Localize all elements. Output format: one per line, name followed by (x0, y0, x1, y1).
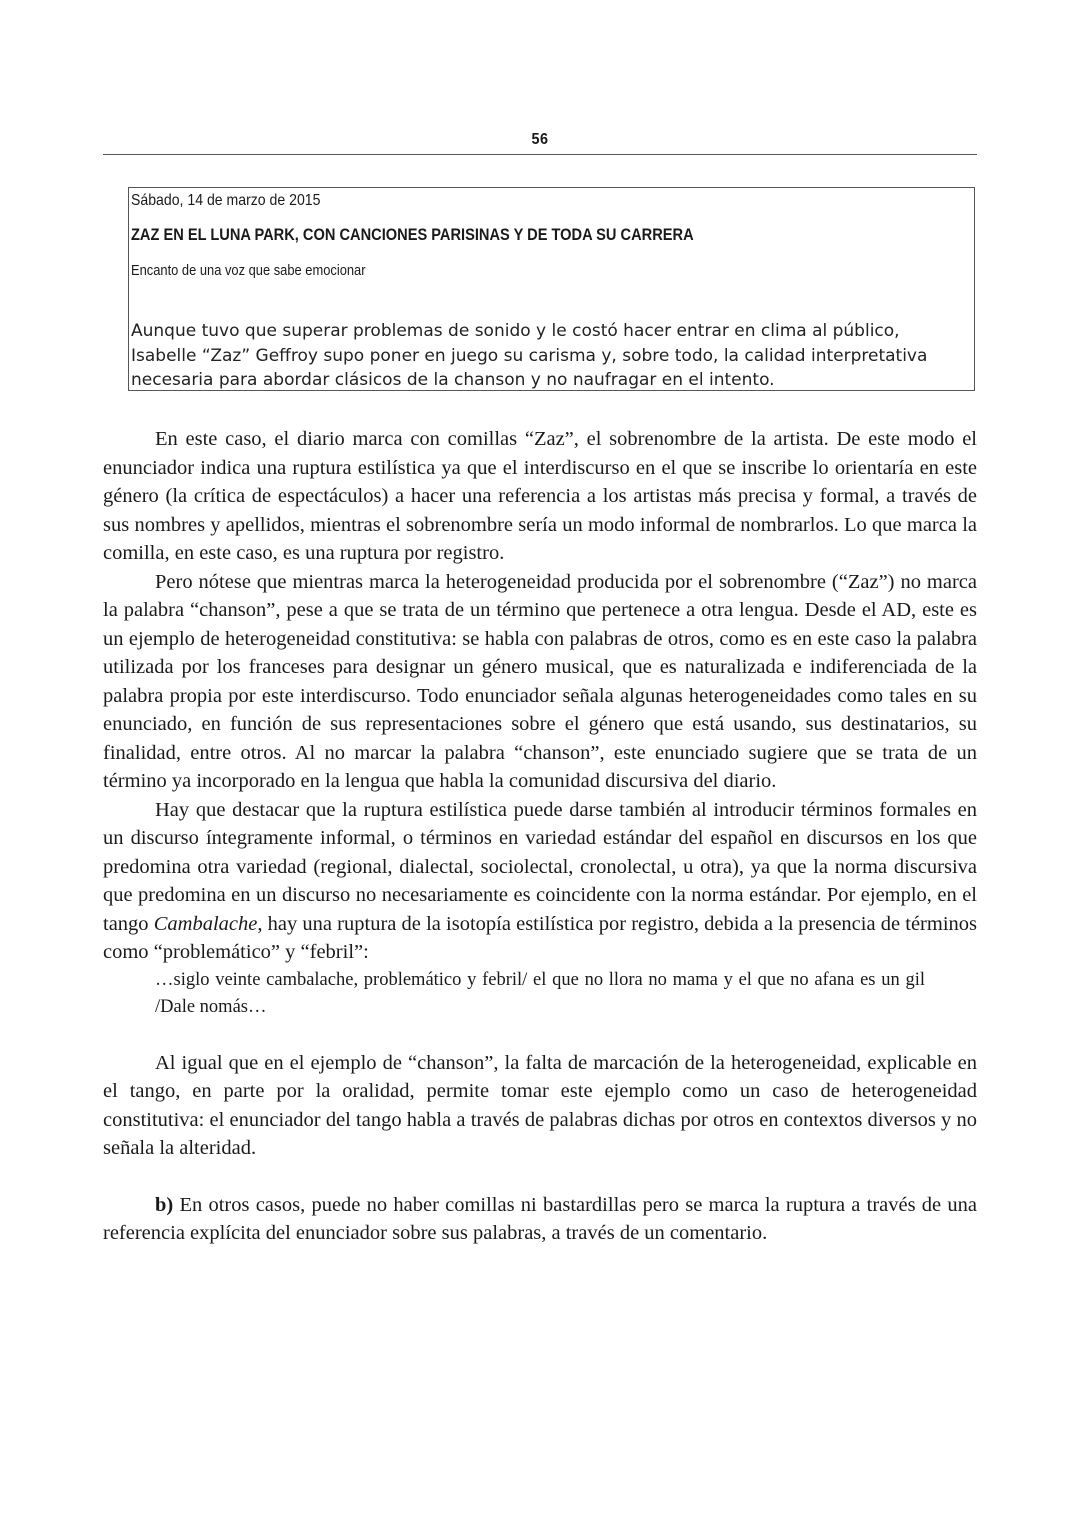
tango-title: Cambalache (153, 912, 258, 935)
paragraph: Al igual que en el ejemplo de “chanson”, la falta de marcación de la heterogeneidad, explicable en el tango, en parte por la oralidad, permite tomar este ejemplo como un caso de heterogeneidad constitutiva: el enunciador del tango habla a través de palabras dichas por otros en contextos diversos y no señala la alteridad. (103, 1051, 977, 1159)
news-lead-line: necesaria para abordar clásicos de la chanson y no naufragar en el intento. (131, 370, 775, 390)
paragraph (103, 1191, 977, 1248)
header-rule (103, 154, 977, 155)
news-headline: ZAZ EN EL LUNA PARK, CON CANCIONES PARISINAS Y DE TODA SU CARRERA (131, 225, 694, 244)
news-excerpt-box (128, 187, 975, 391)
paragraph: Pero nótese que mientras marca la heterogeneidad producida por el sobrenombre (“Zaz”) no marca la palabra “chanson”, pese a que se trata de un término que pertenece a otra lengua. Desde el AD, este es un ejemplo de heterogeneidad constitutiva: se habla con palabras de otros, como es en este caso la palabra utilizada por los franceses para designar un género musical, que es naturalizada e indiferenciada de la palabra propia por este interdiscurso. Todo enunciador señala algunas heterogeneidades como tales en su enunciado, en función de sus representaciones sobre el género que está usando, sus destinatarios, su finalidad, entre otros. Al no marcar la palabra “chanson”, este enunciado sugiere que se trata de un término ya incorporado en la lengua que habla la comunidad discursiva del diario. (103, 570, 977, 792)
news-lead (131, 319, 971, 393)
news-subhead: Encanto de una voz que sabe emocionar (131, 262, 366, 279)
news-date: Sábado, 14 de marzo de 2015 (131, 192, 321, 209)
paragraph-text: En otros casos, puede no haber comillas ni bastardillas pero se marca la ruptura a través de una referencia explícita del enunciador sobre sus palabras, a través de un comentario. (103, 1193, 977, 1244)
paragraph-text: , hay una ruptura de la isotopía estilística por registro, debida a la presencia de términos como “problemático” y “febril”: (103, 912, 977, 963)
list-label: b) (155, 1193, 174, 1216)
body-text (103, 425, 977, 1248)
page-number: 56 (531, 131, 549, 148)
news-lead-line: Aunque tuvo que superar problemas de sonido y le costó hacer entrar en clima al público, (131, 321, 900, 341)
paragraph-text: Hay que destacar que la ruptura estilística puede darse también al introducir términos formales en un discurso íntegramente informal, o términos en variedad estándar del español en discursos en los que predomina otra variedad (regional, dialectal, sociolectal, cronolectal, u otra), ya que la norma discursiva que predomina en un discurso no necesariamente es coincidente con la norma estándar. Por ejemplo, en el tango (103, 798, 977, 935)
paragraph: En este caso, el diario marca con comillas “Zaz”, el sobrenombre de la artista. De este modo el enunciador indica una ruptura estilística ya que el interdiscurso en el que se inscribe lo orientaría en este género (la crítica de espectáculos) a hacer una referencia a los artistas más precisa y formal, a través de sus nombres y apellidos, mientras el sobrenombre sería un modo informal de nombrarlos. Lo que marca la comilla, en este caso, es una ruptura por registro. (103, 428, 977, 564)
paragraph (103, 796, 977, 967)
block-quote: …siglo veinte cambalache, problemático y febril/ el que no llora no mama y el que no afana es un gil /Dale nomás… (155, 969, 925, 1017)
news-lead-line: Isabelle “Zaz” Geffroy supo poner en juego su carisma y, sobre todo, la calidad interpretativa (131, 345, 928, 366)
